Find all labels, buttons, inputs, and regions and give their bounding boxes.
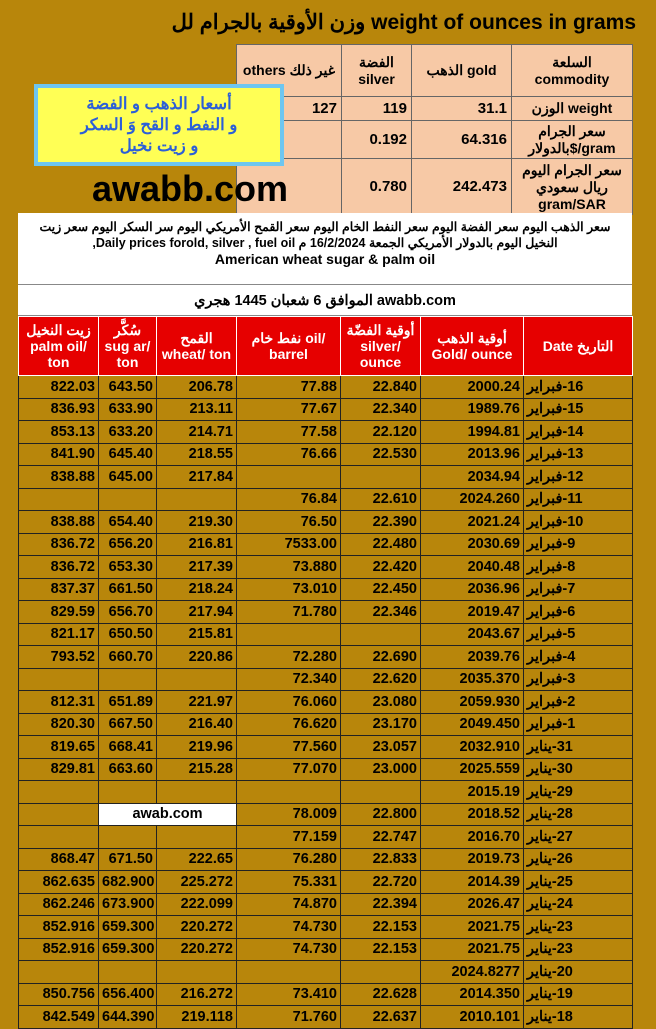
col-gold-cell: 2035.370 (421, 668, 524, 691)
col-date-cell: 18-يناير (524, 1006, 633, 1029)
table-row (19, 421, 633, 444)
header-commodity: السلعة commodity (512, 45, 633, 97)
sar-gram-gold: 242.473 (412, 159, 512, 215)
col-silver-cell: 22.394 (341, 893, 421, 916)
col-palm-oil-cell (19, 826, 99, 849)
col-date-cell: 26-يناير (524, 848, 633, 871)
table-row (19, 556, 633, 579)
col-silver-cell: 23.057 (341, 736, 421, 759)
col-silver-cell: 22.720 (341, 871, 421, 894)
col-gold-cell: 2021.75 (421, 938, 524, 961)
col-wheat-header: القمح wheat/ ton (157, 317, 237, 376)
col-silver-cell: 22.620 (341, 668, 421, 691)
col-date-cell: 23-يناير (524, 938, 633, 961)
col-sugar-header: سُكَّر sug ar/ ton (99, 317, 157, 376)
col-palm-oil-cell: 850.756 (19, 983, 99, 1006)
col-oil-cell: 76.620 (237, 713, 341, 736)
col-date-cell: 29-يناير (524, 781, 633, 804)
col-sugar-cell: 659.300 (99, 938, 157, 961)
col-silver-cell: 22.390 (341, 511, 421, 534)
col-palm-oil-cell: 837.37 (19, 578, 99, 601)
col-oil-cell (237, 961, 341, 984)
col-gold-cell: 2039.76 (421, 646, 524, 669)
col-date-cell: 30-يناير (524, 758, 633, 781)
col-palm-oil-cell: 862.635 (19, 871, 99, 894)
table-row (19, 848, 633, 871)
col-date-cell: 9-فبراير (524, 533, 633, 556)
col-wheat-cell: 219.96 (157, 736, 237, 759)
col-oil-header: نفط خام oil/ barrel (237, 317, 341, 376)
table-row (19, 916, 633, 939)
banner-line: أسعار الذهب و الفضة (86, 94, 232, 113)
col-wheat-cell (157, 488, 237, 511)
col-palm-oil-cell: 836.93 (19, 398, 99, 421)
col-oil-cell: 74.870 (237, 893, 341, 916)
col-silver-cell: 23.080 (341, 691, 421, 714)
col-wheat-cell: 220.86 (157, 646, 237, 669)
table-row (19, 938, 633, 961)
weight-others: 127 (237, 97, 342, 121)
col-palm-oil-cell (19, 803, 99, 826)
col-palm-oil-cell: 836.72 (19, 533, 99, 556)
col-silver-cell: 22.346 (341, 601, 421, 624)
table-row (19, 376, 633, 399)
col-wheat-cell: 217.84 (157, 466, 237, 489)
col-silver-cell: 23.000 (341, 758, 421, 781)
col-gold-cell: 2034.94 (421, 466, 524, 489)
col-date-cell: 6-فبراير (524, 601, 633, 624)
col-palm-oil-cell (19, 488, 99, 511)
col-silver-cell: 22.340 (341, 398, 421, 421)
col-gold-cell: 2026.47 (421, 893, 524, 916)
col-sugar-cell (99, 488, 157, 511)
table-row (19, 646, 633, 669)
col-palm-oil-cell: 821.17 (19, 623, 99, 646)
col-sugar-cell: 659.300 (99, 916, 157, 939)
col-palm-oil-cell: 812.31 (19, 691, 99, 714)
col-oil-cell: 77.070 (237, 758, 341, 781)
col-sugar-cell: 645.40 (99, 443, 157, 466)
col-date-cell: 28-يناير (524, 803, 633, 826)
col-wheat-cell: 225.272 (157, 871, 237, 894)
header-others: others غير ذلك (237, 45, 342, 97)
col-oil-cell: 7533.00 (237, 533, 341, 556)
header-gold: الذهب gold (412, 45, 512, 97)
col-date-cell: 16-فبراير (524, 376, 633, 399)
table-row (19, 983, 633, 1006)
col-date-cell: 3-فبراير (524, 668, 633, 691)
col-gold-cell: 2014.350 (421, 983, 524, 1006)
col-palm-oil-cell (19, 781, 99, 804)
col-palm-oil-cell: 820.30 (19, 713, 99, 736)
site-name: awabb.com (92, 168, 289, 209)
col-sugar-cell: 671.50 (99, 848, 157, 871)
usd-gram-gold: 64.316 (412, 121, 512, 159)
site-banner (34, 84, 284, 166)
col-date-cell: 12-فبراير (524, 466, 633, 489)
col-silver-cell (341, 781, 421, 804)
col-silver-cell: 22.690 (341, 646, 421, 669)
col-wheat-cell: 219.30 (157, 511, 237, 534)
info-line: سعر الذهب اليوم سعر الفضة اليوم سعر النفط الخام اليوم سعر القمح الأمريكي اليوم سر السكر اليوم سعر زيت (39, 220, 611, 234)
col-sugar-cell: 643.50 (99, 376, 157, 399)
col-oil-cell: 77.560 (237, 736, 341, 759)
col-sugar-cell: 656.20 (99, 533, 157, 556)
col-date-cell: 4-فبراير (524, 646, 633, 669)
col-sugar-cell: 667.50 (99, 713, 157, 736)
col-gold-cell: 1994.81 (421, 421, 524, 444)
col-gold-cell: 2015.19 (421, 781, 524, 804)
col-gold-cell: 2032.910 (421, 736, 524, 759)
col-oil-cell: 73.010 (237, 578, 341, 601)
col-date-cell: 8-فبراير (524, 556, 633, 579)
col-gold-cell: 2036.96 (421, 578, 524, 601)
table-row (19, 691, 633, 714)
table-row (19, 961, 633, 984)
weight-label: الوزن weight (512, 97, 633, 121)
col-oil-cell: 77.58 (237, 421, 341, 444)
col-palm-oil-cell: 862.246 (19, 893, 99, 916)
col-palm-oil-cell: 842.549 (19, 1006, 99, 1029)
col-oil-cell: 76.50 (237, 511, 341, 534)
col-oil-cell (237, 781, 341, 804)
col-silver-cell (341, 623, 421, 646)
col-sugar-cell: 656.70 (99, 601, 157, 624)
col-sugar-cell: 682.900 (99, 871, 157, 894)
col-silver-cell: 22.120 (341, 421, 421, 444)
col-palm-oil-cell: 829.81 (19, 758, 99, 781)
col-date-header: Date التاريخ (524, 317, 633, 376)
col-sugar-cell: 650.50 (99, 623, 157, 646)
col-sugar-cell: 673.900 (99, 893, 157, 916)
col-oil-cell: 71.760 (237, 1006, 341, 1029)
col-wheat-cell (157, 668, 237, 691)
col-silver-cell: 22.628 (341, 983, 421, 1006)
col-sugar-cell: 656.400 (99, 983, 157, 1006)
col-wheat-cell: 218.24 (157, 578, 237, 601)
col-palm-oil-cell: 836.72 (19, 556, 99, 579)
col-wheat-cell: 220.272 (157, 916, 237, 939)
col-date-cell: 2-فبراير (524, 691, 633, 714)
col-wheat-cell: 214.71 (157, 421, 237, 444)
col-gold-header: أوقية الذهب Gold/ ounce (421, 317, 524, 376)
col-oil-cell: 77.159 (237, 826, 341, 849)
col-date-cell: 24-يناير (524, 893, 633, 916)
col-oil-cell: 77.67 (237, 398, 341, 421)
col-palm-oil-cell: 819.65 (19, 736, 99, 759)
table-row (19, 736, 633, 759)
col-wheat-cell: 206.78 (157, 376, 237, 399)
col-gold-cell: 2043.67 (421, 623, 524, 646)
banner-line: و زيت نخيل (119, 136, 199, 155)
header-silver: الفضة silver (342, 45, 412, 97)
col-date-cell: 25-يناير (524, 871, 633, 894)
col-sugar-cell: 660.70 (99, 646, 157, 669)
col-gold-cell: 2000.24 (421, 376, 524, 399)
table-row (19, 871, 633, 894)
col-oil-cell: 78.009 (237, 803, 341, 826)
col-wheat-cell: 215.28 (157, 758, 237, 781)
col-date-cell: 10-فبراير (524, 511, 633, 534)
usd-gram-label: سعر الجرام بالدولار$/gram (512, 121, 633, 159)
col-palm-oil-cell: 838.88 (19, 466, 99, 489)
col-gold-cell: 1989.76 (421, 398, 524, 421)
col-wheat-cell: 217.39 (157, 556, 237, 579)
col-date-cell: 13-فبراير (524, 443, 633, 466)
info-box (18, 213, 632, 284)
col-gold-cell: 2024.260 (421, 488, 524, 511)
info-line: American wheat sugar & palm oil (214, 251, 436, 267)
col-silver-cell (341, 961, 421, 984)
col-wheat-cell: 220.272 (157, 938, 237, 961)
weight-silver: 119 (342, 97, 412, 121)
col-silver-cell (341, 466, 421, 489)
table-row (19, 803, 633, 826)
col-oil-cell: 73.880 (237, 556, 341, 579)
col-oil-cell: 77.88 (237, 376, 341, 399)
table-row (19, 1006, 633, 1029)
col-gold-cell: 2030.69 (421, 533, 524, 556)
col-silver-cell: 22.747 (341, 826, 421, 849)
col-wheat-cell: 213.11 (157, 398, 237, 421)
col-sugar-cell: 668.41 (99, 736, 157, 759)
col-wheat-cell (157, 961, 237, 984)
col-silver-cell: 22.833 (341, 848, 421, 871)
col-palm-oil-cell: 838.88 (19, 511, 99, 534)
col-sugar-cell (99, 781, 157, 804)
col-oil-cell: 72.280 (237, 646, 341, 669)
table-row (19, 398, 633, 421)
table-row (19, 601, 633, 624)
col-silver-cell: 23.170 (341, 713, 421, 736)
col-palm-oil-cell: 852.916 (19, 916, 99, 939)
col-date-cell: 15-فبراير (524, 398, 633, 421)
col-oil-cell (237, 623, 341, 646)
table-row (19, 488, 633, 511)
col-silver-header: أوقية الفضّة silver/ ounce (341, 317, 421, 376)
col-gold-cell: 2021.75 (421, 916, 524, 939)
col-gold-cell: 2018.52 (421, 803, 524, 826)
col-palm-oil-cell (19, 961, 99, 984)
col-silver-cell: 22.153 (341, 938, 421, 961)
col-sugar-cell (99, 961, 157, 984)
col-gold-cell: 2016.70 (421, 826, 524, 849)
col-sugar-cell: 644.390 (99, 1006, 157, 1029)
col-oil-cell: 76.66 (237, 443, 341, 466)
banner-line: و النفط و القح وَ السكر (80, 115, 238, 134)
col-gold-cell: 2019.73 (421, 848, 524, 871)
col-wheat-cell (157, 826, 237, 849)
table-row (19, 893, 633, 916)
col-silver-cell: 22.637 (341, 1006, 421, 1029)
usd-gram-silver: 0.192 (342, 121, 412, 159)
col-oil-cell: 74.730 (237, 916, 341, 939)
col-silver-cell: 22.840 (341, 376, 421, 399)
col-gold-cell: 2059.930 (421, 691, 524, 714)
table-row (19, 578, 633, 601)
col-gold-cell: 2049.450 (421, 713, 524, 736)
col-oil-cell: 76.84 (237, 488, 341, 511)
col-date-cell: 14-فبراير (524, 421, 633, 444)
col-sugar-cell (99, 668, 157, 691)
col-gold-cell: 2024.8277 (421, 961, 524, 984)
col-wheat-cell: 216.40 (157, 713, 237, 736)
col-palm-oil-cell: 852.916 (19, 938, 99, 961)
col-oil-cell: 72.340 (237, 668, 341, 691)
col-sugar-cell (99, 826, 157, 849)
col-wheat-cell: 222.65 (157, 848, 237, 871)
page-title: وزن الأوقية بالجرام لل weight of ounces in grams (0, 0, 656, 44)
table-row (19, 826, 633, 849)
col-sugar-cell: 653.30 (99, 556, 157, 579)
col-date-cell: 5-فبراير (524, 623, 633, 646)
col-silver-cell: 22.153 (341, 916, 421, 939)
col-palm-oil-header: زيت النخيل palm oil/ ton (19, 317, 99, 376)
col-silver-cell: 22.800 (341, 803, 421, 826)
col-date-cell: 27-يناير (524, 826, 633, 849)
col-date-cell: 31-يناير (524, 736, 633, 759)
col-sugar-cell: 633.90 (99, 398, 157, 421)
col-palm-oil-cell: 853.13 (19, 421, 99, 444)
col-wheat-cell: 222.099 (157, 893, 237, 916)
info-line: النخيل اليوم بالدولار الأمريكي الجمعة 16/2/2024 م Daily prices forold, silver , fuel oil, (92, 236, 558, 250)
col-palm-oil-cell: 841.90 (19, 443, 99, 466)
sar-gram-label: سعر الجرام اليوم ريال سعودي gram/SAR (512, 159, 633, 215)
col-oil-cell: 74.730 (237, 938, 341, 961)
col-date-cell: 11-فبراير (524, 488, 633, 511)
col-gold-cell: 2025.559 (421, 758, 524, 781)
col-silver-cell: 22.450 (341, 578, 421, 601)
col-wheat-cell: 217.94 (157, 601, 237, 624)
col-oil-cell: 76.060 (237, 691, 341, 714)
col-oil-cell: 75.331 (237, 871, 341, 894)
table-row (19, 713, 633, 736)
col-wheat-cell: 219.118 (157, 1006, 237, 1029)
col-palm-oil-cell: 793.52 (19, 646, 99, 669)
table-row (19, 781, 633, 804)
col-wheat-cell: 215.81 (157, 623, 237, 646)
col-palm-oil-cell: 868.47 (19, 848, 99, 871)
col-wheat-cell: 216.272 (157, 983, 237, 1006)
col-sugar-cell: 654.40 (99, 511, 157, 534)
col-date-cell: 19-يناير (524, 983, 633, 1006)
col-oil-cell: 76.280 (237, 848, 341, 871)
col-sugar-cell: 663.60 (99, 758, 157, 781)
hijri-date: awabb.com الموافق 6 شعبان 1445 هجري (18, 284, 632, 316)
prices-table (18, 316, 632, 1029)
col-silver-cell: 22.420 (341, 556, 421, 579)
weight-gold: 31.1 (412, 97, 512, 121)
col-silver-cell: 22.480 (341, 533, 421, 556)
col-sugar-cell: 645.00 (99, 466, 157, 489)
col-gold-cell: 2013.96 (421, 443, 524, 466)
col-gold-cell: 2019.47 (421, 601, 524, 624)
table-row (19, 668, 633, 691)
col-silver-cell: 22.530 (341, 443, 421, 466)
col-oil-cell (237, 466, 341, 489)
table-row (19, 443, 633, 466)
col-date-cell: 20-يناير (524, 961, 633, 984)
col-sugar-cell: 633.20 (99, 421, 157, 444)
col-oil-cell: 71.780 (237, 601, 341, 624)
col-gold-cell: 2014.39 (421, 871, 524, 894)
table-row (19, 623, 633, 646)
col-sugar-cell: 651.89 (99, 691, 157, 714)
col-palm-oil-cell: 829.59 (19, 601, 99, 624)
sar-gram-silver: 0.780 (342, 159, 412, 215)
col-sugar-cell: awab.com (99, 803, 237, 826)
col-silver-cell: 22.610 (341, 488, 421, 511)
col-gold-cell: 2010.101 (421, 1006, 524, 1029)
col-date-cell: 1-فبراير (524, 713, 633, 736)
col-date-cell: 23-يناير (524, 916, 633, 939)
col-wheat-cell: 221.97 (157, 691, 237, 714)
table-row (19, 758, 633, 781)
col-gold-cell: 2021.24 (421, 511, 524, 534)
col-sugar-cell: 661.50 (99, 578, 157, 601)
table-row (19, 533, 633, 556)
col-gold-cell: 2040.48 (421, 556, 524, 579)
col-wheat-cell: 216.81 (157, 533, 237, 556)
col-wheat-cell (157, 781, 237, 804)
col-date-cell: 7-فبراير (524, 578, 633, 601)
table-row (19, 466, 633, 489)
table-row (19, 511, 633, 534)
col-palm-oil-cell: 822.03 (19, 376, 99, 399)
col-oil-cell: 73.410 (237, 983, 341, 1006)
weights-table (236, 44, 632, 215)
col-palm-oil-cell (19, 668, 99, 691)
col-wheat-cell: 218.55 (157, 443, 237, 466)
